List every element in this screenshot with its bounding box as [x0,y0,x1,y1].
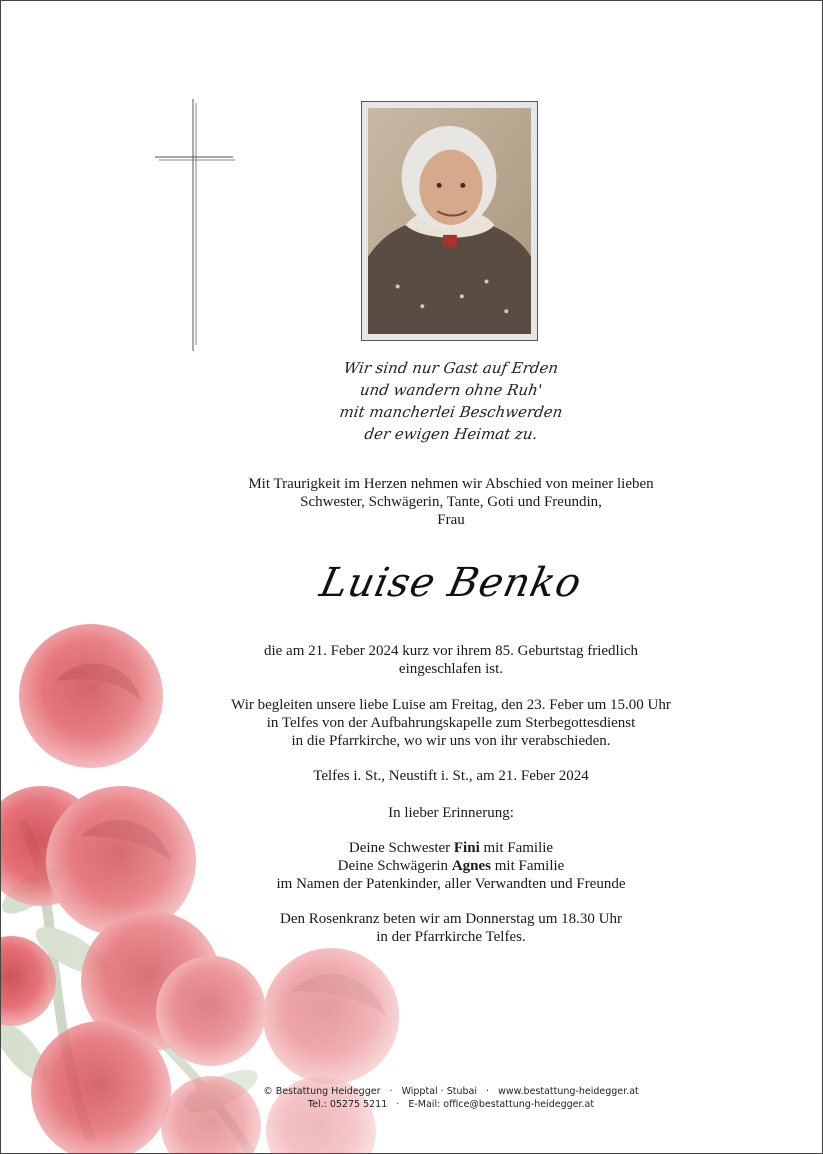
intro-text [151,475,751,529]
intro-line: Schwester, Schwägerin, Tante, Goti und Freundin, [300,494,602,510]
rosary-line: Den Rosenkranz beten wir am Donnerstag um 18.30 Uhr [280,911,622,927]
poem-line: Wir sind nur Gast auf Erden [342,359,560,377]
rosary-info [151,910,751,946]
footer-line-2 [231,1098,671,1111]
footer-website[interactable]: www.bestattung-heidegger.at [498,1086,639,1097]
intro-line: Frau [437,512,465,528]
portrait-photo-frame [361,101,538,341]
service-info [151,696,751,750]
mourner-sister [151,839,751,857]
mourner-sister-in-law [151,857,751,875]
mourner-suffix: mit Familie [483,840,554,856]
cross-icon [151,99,241,351]
death-notice [151,642,751,678]
mourners-list [151,839,751,893]
service-line: Wir begleiten unsere liebe Luise am Freitag, den 23. Feber um 15.00 Uhr [231,697,671,713]
footer-separator: · [389,1086,393,1097]
footer-separator: · [486,1086,490,1097]
footer-phone: Tel.: 05275 5211 [307,1099,388,1110]
footer [231,1085,671,1111]
death-line: die am 21. Feber 2024 kurz vor ihrem 85. Geburtstag friedlich [263,643,639,659]
portrait-photo [368,108,531,334]
service-line: in die Pfarrkirche, wo wir uns von ihr verabschieden. [291,733,611,749]
place-date: Telfes i. St., Neustift i. St., am 21. Feber 2024 [313,768,589,784]
intro-line: Mit Traurigkeit im Herzen nehmen wir Abschied von meiner lieben [248,476,654,492]
mourner-name: Fini [453,840,480,856]
mourner-others: im Namen der Patenkinder, aller Verwandten und Freunde [276,876,626,892]
service-line: in Telfes von der Aufbahrungskapelle zum Sterbegottesdienst [266,715,636,731]
mourner-suffix: mit Familie [494,858,565,874]
poem-line: der ewigen Heimat zu. [363,425,539,443]
poem-line: mit mancherlei Beschwerden [338,403,564,421]
deceased-name: Luise Benko [316,560,586,606]
death-line: eingeschlafen ist. [398,661,504,677]
footer-line-1 [231,1085,671,1098]
footer-company: © Bestattung Heidegger [263,1086,381,1097]
footer-email[interactable]: E-Mail: office@bestattung-heidegger.at [408,1099,595,1110]
footer-region: Wipptal · Stubai [401,1086,477,1097]
mourner-name: Agnes [451,858,491,874]
mourner-prefix: Deine Schwägerin [337,858,449,874]
poem-line: und wandern ohne Ruh' [358,381,544,399]
footer-separator: · [396,1099,400,1110]
memorial-poem [251,357,651,445]
rosary-line: in der Pfarrkirche Telfes. [376,929,526,945]
mourner-prefix: Deine Schwester [348,840,451,856]
memory-heading: In lieber Erinnerung: [388,805,514,821]
